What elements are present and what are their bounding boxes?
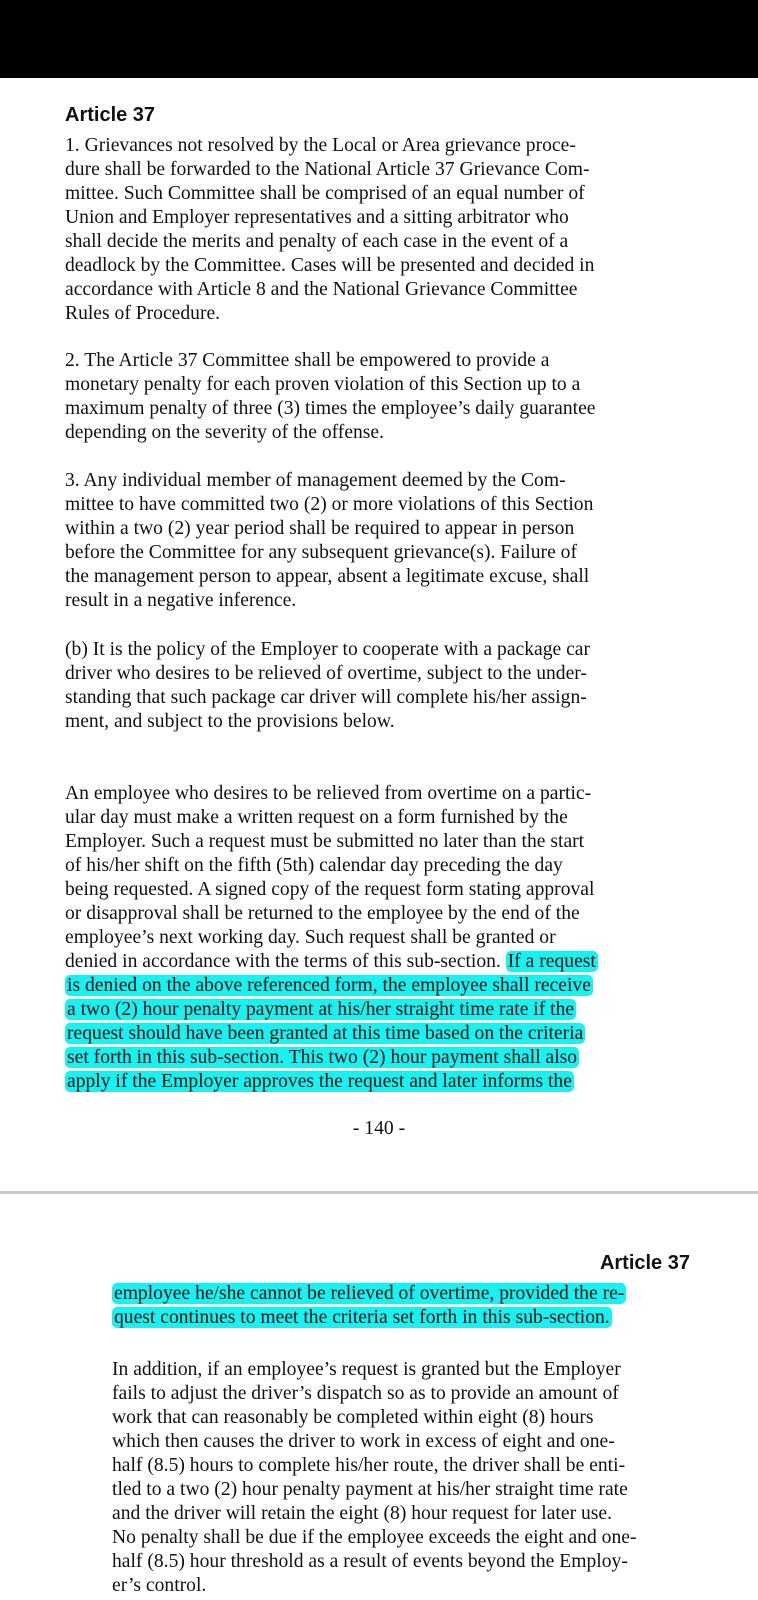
page-title: Article 37 (65, 104, 156, 126)
text-line: maximum penalty of three (3) times the employee’s daily guarantee (65, 398, 596, 419)
page-number: - 140 - (352, 1118, 406, 1139)
text-line: mittee. Such Committee shall be comprised of an equal number of (65, 183, 585, 204)
text-line: driver who desires to be relieved of overtime, subject to the under- (65, 663, 587, 684)
highlighted-line: quest continues to meet the criteria set forth in this sub-section. (114, 1307, 610, 1328)
text-line: half (8.5) hour threshold as a result of events beyond the Employ- (112, 1551, 628, 1572)
highlighted-line: a two (2) hour penalty payment at his/her straight time rate if the (67, 999, 575, 1020)
text-line: 2. The Article 37 Committee shall be empowered to provide a (65, 350, 550, 371)
text-line: (b) It is the policy of the Employer to cooperate with a package car (65, 639, 591, 660)
text-line: before the Committee for any subsequent grievance(s). Failure of (65, 542, 577, 563)
text-line: Union and Employer representatives and a sitting arbitrator who (65, 207, 569, 228)
paragraph-3 (65, 469, 645, 613)
status-bar (0, 0, 758, 78)
text-line: or disapproval shall be returned to the employee by the end of the (65, 903, 580, 924)
text-line: accordance with Article 8 and the National Grievance Committee (65, 279, 578, 300)
text-line: being requested. A signed copy of the request form stating approval (65, 879, 595, 900)
text-line: ular day must make a written request on a form furnished by the (65, 807, 568, 828)
text-line: Employer. Such a request must be submitted no later than the start (65, 831, 585, 852)
text-line: In addition, if an employee’s request is granted but the Employer (112, 1359, 621, 1380)
highlighted-line: apply if the Employer approves the request and later informs the (67, 1071, 572, 1092)
page-title-2: Article 37 (599, 1252, 690, 1274)
paragraph-continued (112, 1282, 692, 1330)
text-line: 1. Grievances not resolved by the Local or Area grievance proce- (65, 135, 576, 156)
text-line: er’s control. (112, 1575, 207, 1596)
text-line: An employee who desires to be relieved from overtime on a partic- (65, 783, 592, 804)
text-line: No penalty shall be due if the employee exceeds the eight and one- (112, 1527, 637, 1548)
highlighted-line: request should have been granted at this time based on the criteria (67, 1023, 584, 1044)
paragraph-2 (65, 349, 645, 445)
plain-text: denied in accordance with the terms of this sub-section. (65, 951, 501, 972)
text-line: Rules of Procedure. (65, 303, 221, 324)
text-line: shall decide the merits and penalty of each case in the event of a (65, 231, 569, 252)
text-line: depending on the severity of the offense. (65, 422, 385, 443)
text-line: mittee to have committed two (2) or more violations of this Section (65, 494, 594, 515)
text-line: work that can reasonably be completed within eight (8) hours (112, 1407, 594, 1428)
text-line: deadlock by the Committee. Cases will be presented and decided in (65, 255, 595, 276)
paragraph-overtime (65, 782, 645, 1094)
text-line-mixed (65, 950, 645, 974)
text-line: result in a negative inference. (65, 590, 297, 611)
text-line: tled to a two (2) hour penalty payment at his/her straight time rate (112, 1479, 628, 1500)
paragraph-1 (65, 134, 645, 326)
paragraph-b (65, 638, 645, 734)
highlighted-text: If a request (507, 951, 596, 972)
text-line: of his/her shift on the fifth (5th) calendar day preceding the day (65, 855, 563, 876)
text-line: which then causes the driver to work in excess of eight and one- (112, 1431, 615, 1452)
text-line: employee’s next working day. Such request shall be granted or (65, 927, 556, 948)
text-line: within a two (2) year period shall be required to appear in person (65, 518, 575, 539)
text-line: half (8.5) hours to complete his/her route, the driver shall be enti- (112, 1455, 626, 1476)
highlighted-line: employee he/she cannot be relieved of overtime, provided the re- (114, 1283, 625, 1304)
text-line: and the driver will retain the eight (8) hour request for later use. (112, 1503, 613, 1524)
text-line: monetary penalty for each proven violation of this Section up to a (65, 374, 581, 395)
text-line: standing that such package car driver will complete his/her assign- (65, 687, 587, 708)
text-line: dure shall be forwarded to the National Article 37 Grievance Com- (65, 159, 590, 180)
text-line: 3. Any individual member of management deemed by the Com- (65, 470, 566, 491)
highlighted-line: set forth in this sub-section. This two (2) hour payment shall also (67, 1047, 578, 1068)
text-line: ment, and subject to the provisions below. (65, 711, 395, 732)
text-line: fails to adjust the driver’s dispatch so as to provide an amount of (112, 1383, 619, 1404)
highlighted-line: is denied on the above referenced form, the employee shall receive (67, 975, 591, 996)
page-divider (0, 1191, 758, 1200)
text-line: the management person to appear, absent a legitimate excuse, shall (65, 566, 590, 587)
paragraph-addition (112, 1358, 692, 1598)
